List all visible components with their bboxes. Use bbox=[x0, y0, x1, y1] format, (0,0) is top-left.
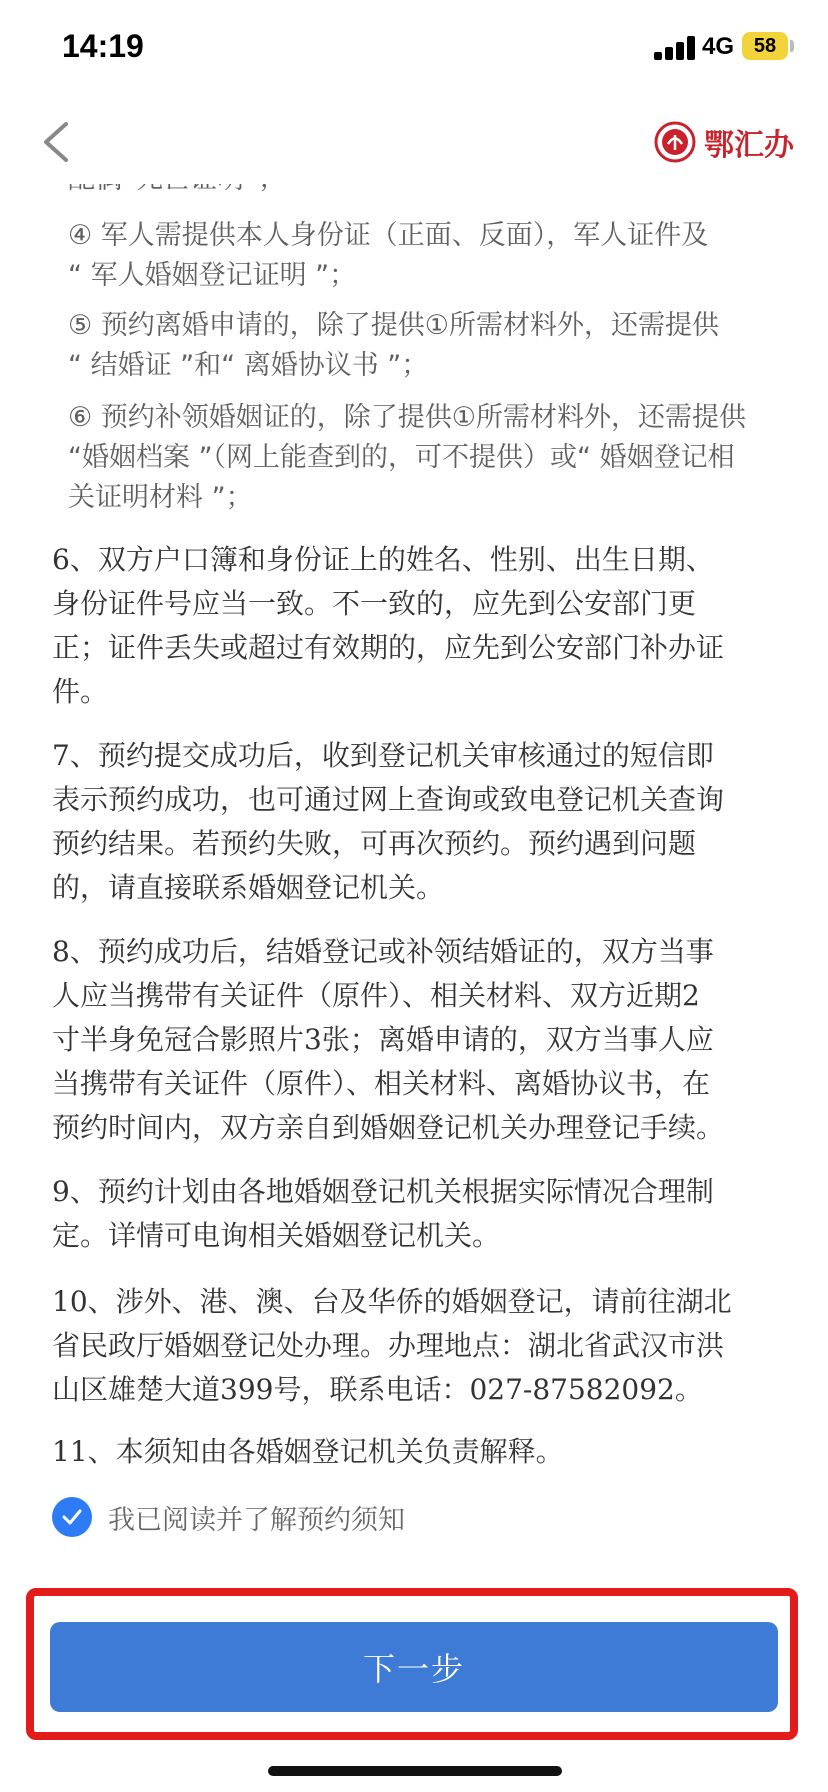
notice-paragraph: 8、预约成功后，结婚登记或补领结婚证的，双方当事 人应当携带有关证件（原件）、相关材料、双方近期2 寸半身免冠合影照片3张；离婚申请的，双方当事人应 当携带有关证件（原件）、相关材料、离婚协议书，在 预约时间内，双方亲自到婚姻登记机关办理登记手续。 bbox=[52, 935, 725, 1144]
status-time: 14:19 bbox=[62, 28, 144, 64]
brand-emblem-icon bbox=[654, 121, 696, 163]
brand-name: 鄂汇办 bbox=[704, 128, 794, 163]
agree-checkbox[interactable] bbox=[52, 1497, 405, 1537]
status-bar bbox=[0, 0, 828, 100]
next-button[interactable]: 下一步 bbox=[50, 1622, 778, 1712]
back-button[interactable] bbox=[36, 118, 76, 166]
nav-bar bbox=[0, 100, 828, 184]
notice-paragraph: 7、预约提交成功后，收到登记机关审核通过的短信即 表示预约成功，也可通过网上查询或致电登记机关查询 预约结果。若预约失败，可再次预约。预约遇到问题 的，请直接联系婚姻登记机关。 bbox=[52, 739, 725, 904]
network-type: 4G bbox=[702, 33, 735, 60]
sub-item: ⑥ 预约补领婚姻证的，除了提供①所需材料外，还需提供 “婚姻档案 ”（网上能查到的，可不提供）或“ 婚姻登记相 关证明材料 ”； bbox=[68, 402, 746, 513]
brand-logo bbox=[654, 118, 794, 166]
sub-item: ④ 军人需提供本人身份证（正面、反面），军人证件及 “ 军人婚姻登记证明 ”； bbox=[68, 220, 709, 291]
notice-paragraph: 6、双方户口簿和身份证上的姓名、性别、出生日期、 身份证件号应当一致。不一致的，应先到公安部门更 正；证件丢失或超过有效期的，应先到公安部门补办证 件。 bbox=[52, 543, 725, 708]
battery-icon bbox=[742, 32, 788, 60]
battery-level: 58 bbox=[753, 35, 777, 57]
sub-item: ⑤ 预约离婚申请的，除了提供①所需材料外，还需提供 “ 结婚证 ”和“ 离婚协议书 ”； bbox=[68, 310, 719, 381]
chevron-left-icon bbox=[36, 118, 76, 166]
home-indicator bbox=[268, 1766, 562, 1776]
signal-icon bbox=[654, 36, 698, 60]
notice-paragraph: 11、本须知由各婚姻登记机关负责解释。 bbox=[52, 1435, 564, 1468]
checkbox-checked-icon[interactable] bbox=[52, 1497, 92, 1537]
agree-label: 我已阅读并了解预约须知 bbox=[108, 1504, 405, 1536]
notice-paragraph: 10、涉外、港、澳、台及华侨的婚姻登记，请前往湖北 省民政厅婚姻登记处办理。办理地点：湖北省武汉市洪 山区雄楚大道399号，联系电话：027-87582092。 bbox=[52, 1285, 732, 1406]
notice-paragraph: 9、预约计划由各地婚姻登记机关根据实际情况合理制 定。详情可电询相关婚姻登记机关。 bbox=[52, 1175, 714, 1252]
